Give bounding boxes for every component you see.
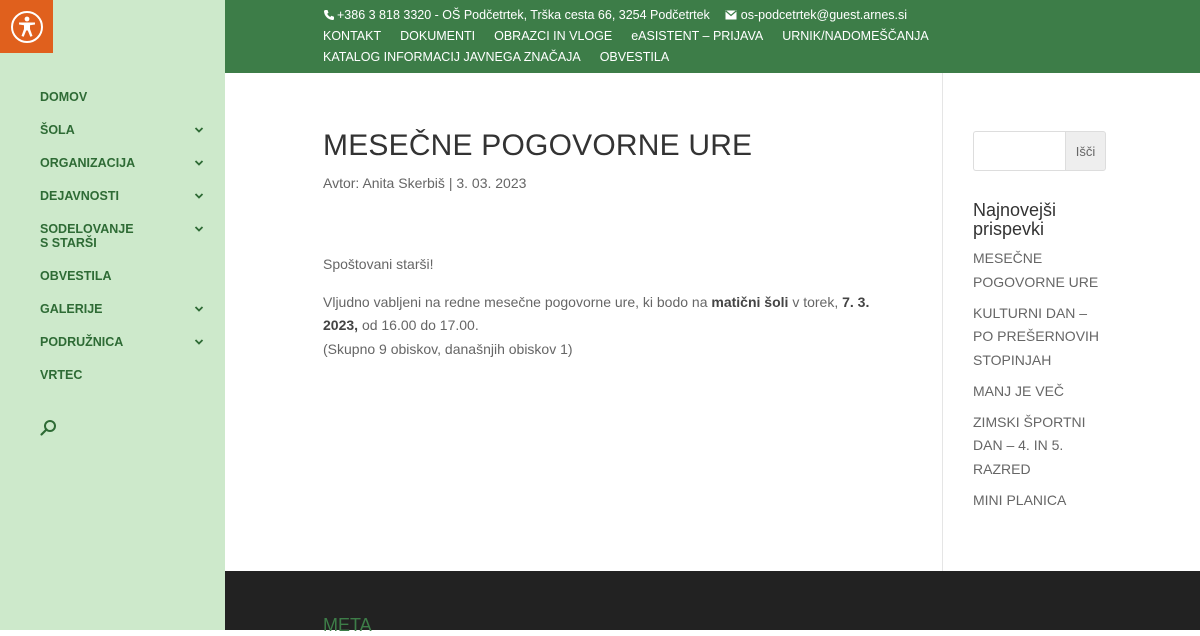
sidebar-item-label: GALERIJE: [40, 302, 103, 316]
contact-info: [323, 8, 907, 22]
sidebar-item-label: ŠOLA: [40, 123, 75, 137]
chevron-down-icon[interactable]: [193, 124, 205, 136]
chevron-down-icon[interactable]: [193, 336, 205, 348]
sidebar-divider: [942, 73, 943, 571]
sidebar-item-label: ORGANIZACIJA: [40, 156, 136, 170]
email-icon: [725, 10, 737, 20]
search-input[interactable]: [973, 131, 1065, 171]
recent-post-link[interactable]: MANJ JE VEČ: [973, 382, 1065, 399]
footer: [225, 571, 1200, 635]
sidebar-item-label: DOMOV: [40, 90, 88, 104]
post-content: [323, 127, 903, 361]
chevron-down-icon[interactable]: [193, 223, 205, 235]
top-header: [225, 0, 1200, 73]
search-icon[interactable]: [39, 418, 59, 438]
invite-text: Vljudno vabljeni na redne mesečne pogovorne ure, ki bodo na: [323, 293, 708, 310]
accessibility-button[interactable]: [0, 0, 53, 53]
sidebar-item-organizacija[interactable]: [40, 154, 210, 187]
recent-post-link[interactable]: ZIMSKI ŠPORTNI DAN – 4. IN 5. RAZRED: [973, 413, 1086, 477]
meta-separator: |: [448, 175, 453, 191]
greeting: Spoštovani starši!: [323, 256, 434, 272]
recent-posts-list: [973, 247, 1108, 520]
post-meta: [323, 175, 903, 191]
page-title: MESEČNE POGOVORNE URE: [323, 129, 753, 162]
accessibility-icon: [10, 10, 44, 44]
phone-icon: [323, 9, 335, 21]
invite-time: od 16.00 do 17.00.: [361, 317, 479, 333]
post-body: [323, 253, 903, 361]
footer-meta-title: META: [323, 615, 372, 635]
sidebar-item-domov[interactable]: [40, 88, 210, 121]
author-prefix: Avtor:: [323, 175, 360, 191]
menu-katalog[interactable]: KATALOG INFORMACIJ JAVNEGA ZNAČAJA: [323, 50, 581, 64]
top-menu-row1: [323, 29, 948, 43]
author-link[interactable]: Anita Skerbiš: [362, 175, 445, 191]
recent-posts-title: Najnovejši prispevki: [973, 200, 1057, 239]
recent-post-link[interactable]: KULTURNI DAN – PO PREŠERNOVIH STOPINJAH: [973, 304, 1100, 368]
menu-dokumenti[interactable]: DOKUMENTI: [400, 29, 476, 43]
sidebar-item-podruznica[interactable]: [40, 333, 210, 366]
menu-easistent[interactable]: eASISTENT – PRIJAVA: [631, 29, 764, 43]
chevron-down-icon[interactable]: [193, 190, 205, 202]
email-link[interactable]: os-podcetrtek@guest.arnes.si: [740, 8, 908, 22]
sidebar-item-label: SODELOVANJE S STARŠI: [40, 222, 134, 250]
top-menu-row2: [323, 50, 688, 64]
post-date: 3. 03. 2023: [456, 175, 527, 191]
invite-paragraph: [323, 291, 903, 362]
sidebar-item-vrtec[interactable]: [40, 366, 210, 399]
visit-counter: (Skupno 9 obiskov, današnjih obiskov 1): [323, 340, 573, 357]
invite-date: 7. 3. 2023,: [323, 293, 870, 333]
sidebar-item-sola[interactable]: [40, 121, 210, 154]
sidebar-item-label: DEJAVNOSTI: [40, 189, 119, 203]
recent-post-link[interactable]: MESEČNE POGOVORNE URE: [973, 250, 1099, 290]
invite-location: matični šoli: [711, 293, 789, 310]
sidebar-item-dejavnosti[interactable]: [40, 187, 210, 220]
sidebar-nav: [40, 88, 210, 399]
search-button[interactable]: Išči: [1065, 131, 1106, 171]
chevron-down-icon[interactable]: [193, 303, 205, 315]
sidebar-item-galerije[interactable]: [40, 300, 210, 333]
phone-address-text[interactable]: +386 3 818 3320 - OŠ Podčetrtek, Trška cesta 66, 3254 Podčetrtek: [337, 8, 710, 22]
sidebar-item-label: VRTEC: [40, 368, 83, 382]
menu-urnik[interactable]: URNIK/NADOMEŠČANJA: [782, 29, 929, 43]
chevron-down-icon[interactable]: [193, 157, 205, 169]
sidebar-item-label: OBVESTILA: [40, 269, 112, 283]
menu-obrazci[interactable]: OBRAZCI IN VLOGE: [494, 29, 613, 43]
sidebar-item-sodelovanje[interactable]: [40, 220, 210, 267]
menu-kontakt[interactable]: KONTAKT: [323, 29, 382, 43]
recent-post-link[interactable]: MINI PLANICA: [973, 491, 1067, 508]
menu-obvestila[interactable]: OBVESTILA: [599, 50, 670, 64]
sidebar-item-label: PODRUŽNICA: [40, 335, 124, 349]
search-widget: [973, 131, 1106, 171]
invite-text-2: v torek,: [792, 293, 839, 310]
sidebar-item-obvestila[interactable]: [40, 267, 210, 300]
sidebar: [0, 0, 225, 630]
